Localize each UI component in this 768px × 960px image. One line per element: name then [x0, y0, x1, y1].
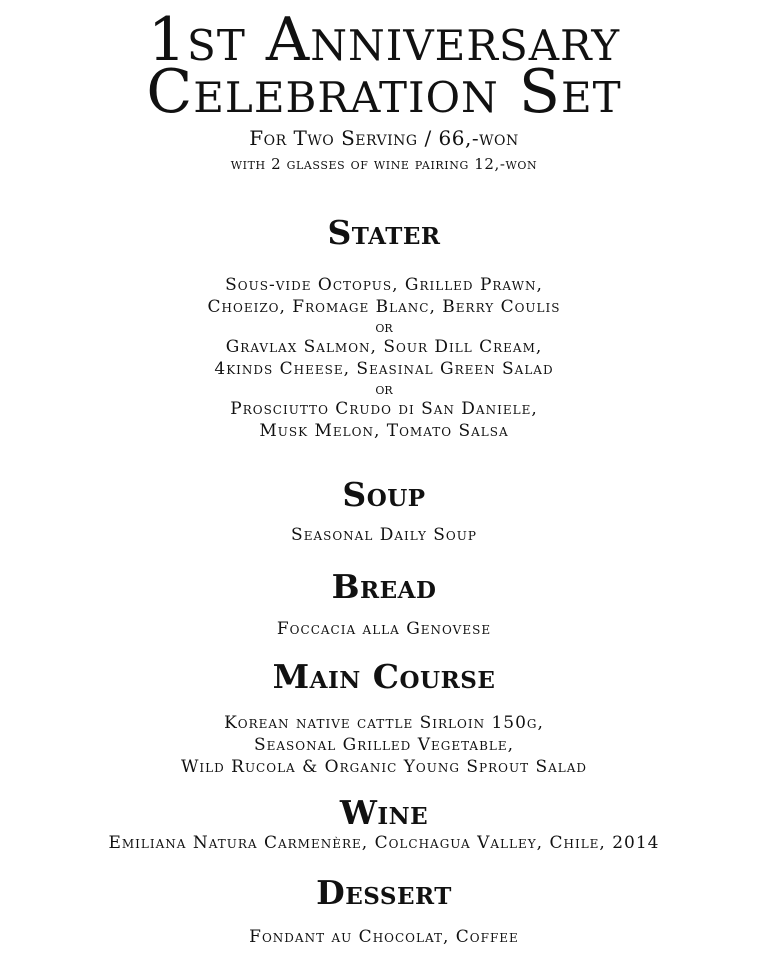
- menu-item-line: Choeizo, Fromage Blanc, Berry Coulis: [207, 297, 561, 317]
- serving-price: For Two Serving / 66,-won: [249, 126, 519, 150]
- section-heading-wine: Wine: [339, 793, 429, 832]
- section-heading-bread: Bread: [331, 567, 437, 606]
- section-soup: [0, 476, 768, 546]
- menu-item-line: Sous-vide Octopus, Grilled Prawn,: [225, 275, 543, 295]
- menu-item-line: Fondant au Chocolat, Coffee: [249, 927, 519, 947]
- wine-items: [0, 832, 768, 854]
- bread-items: [0, 618, 768, 640]
- main-course-items: [0, 712, 768, 778]
- menu-title-line-2: Celebration Set: [146, 57, 622, 127]
- or-separator: or: [375, 380, 393, 398]
- section-dessert: [0, 874, 768, 948]
- menu-item-line: Wild Rucola & Organic Young Sprout Salad: [180, 757, 588, 777]
- menu-item-line: Prosciutto Crudo di San Daniele,: [230, 399, 538, 419]
- menu-item-line: Seasonal Daily Soup: [291, 525, 477, 545]
- dessert-items: [0, 926, 768, 948]
- menu-item-line: Korean native cattle Sirloin 150g,: [224, 713, 544, 733]
- section-heading-dessert: Dessert: [316, 873, 452, 912]
- menu-item-line: 4kinds Cheese, Seasinal Green Salad: [214, 359, 554, 379]
- stater-items: [0, 274, 768, 442]
- menu-item-line: Emiliana Natura Carmenère, Colchagua Valley, Chile, 2014: [108, 833, 660, 853]
- menu-item-line: Foccacia alla Genovese: [276, 619, 492, 639]
- menu-item-line: Seasonal Grilled Vegetable,: [253, 735, 515, 755]
- menu-item-line: Gravlax Salmon, Sour Dill Cream,: [225, 337, 543, 357]
- soup-items: [0, 524, 768, 546]
- wine-pairing-price: with 2 glasses of wine pairing 12,-won: [230, 155, 538, 173]
- menu-title: [0, 5, 768, 127]
- section-bread: [0, 568, 768, 640]
- menu-title-line-1: 1st Anniversary: [147, 5, 621, 75]
- section-heading-main-course: Main Course: [272, 657, 496, 696]
- section-heading-soup: Soup: [342, 475, 426, 514]
- section-heading-stater: Stater: [327, 213, 441, 252]
- section-stater: [0, 214, 768, 442]
- menu-item-line: Musk Melon, Tomato Salsa: [259, 421, 509, 441]
- or-separator: or: [375, 318, 393, 336]
- section-main-course: [0, 658, 768, 778]
- section-wine: [0, 794, 768, 854]
